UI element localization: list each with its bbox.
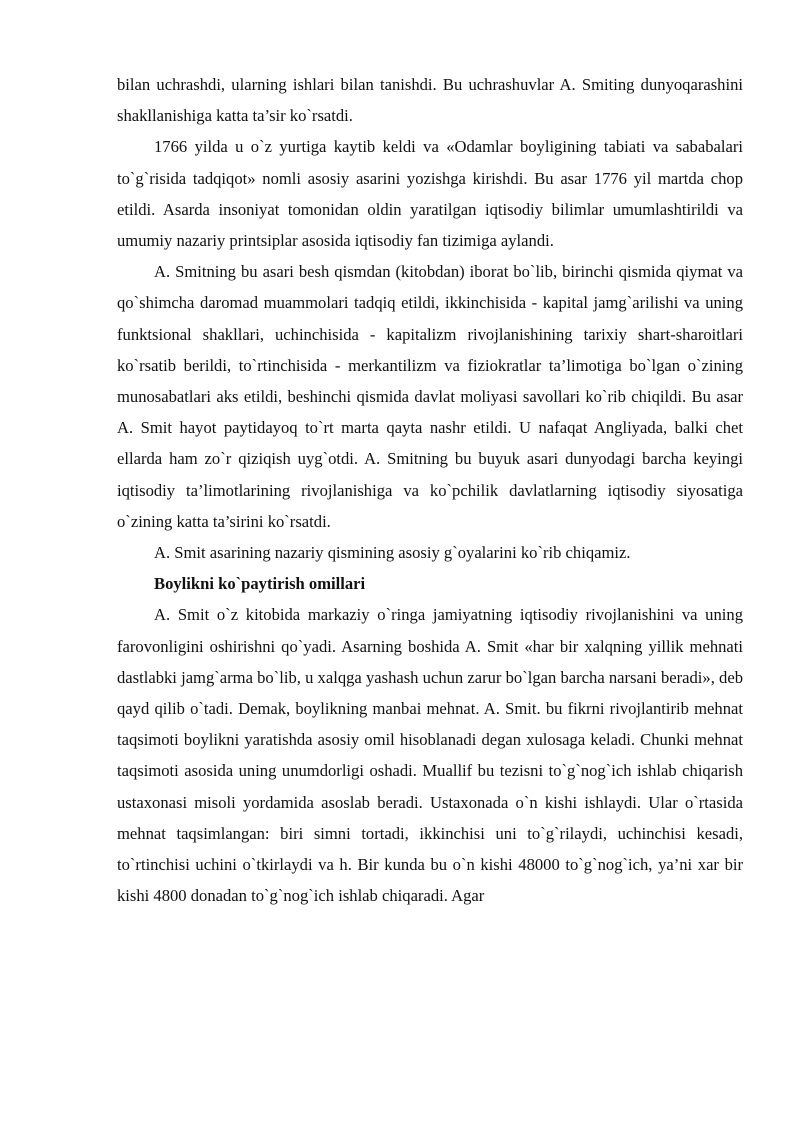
paragraph-4: A. Smit asarining nazariy qismining asosiy g`oyalarini ko`rib chiqamiz. [154, 543, 631, 563]
paragraph-3: A. Smitning bu asari besh qismdan (kitobdan) iborat bo`lib, birinchi qismida qiymat va qo`shimcha daromad muammolari tadqiq etildi, ikkinchisida - kapital jamg`arilishi va uning funktsional shakllari, uchinchisida - kapitalizm rivojlanishining tarixiy shart-sharoitlari ko`rsatib berildi, to`rtinchisida - merkantilizm va fiziokratlar ta’limotiga bo`lgan o`zining munosabatlari aks etildi, beshinchi qismida davlat moliyasi savollari ko`rib chiqildi. Bu asar A. Smit hayot paytidayoq to`rt marta qayta nashr etildi. U nafaqat Angliyada, balki chet ellarda ham zo`r qiziqish uyg`otdi. A. Smitning bu buyuk asari dunyodagi barcha keyingi iqtisodiy ta’limotlarining rivojlanishiga va ko`pchilik davlatlarning iqtisodiy siyosatiga o`zining katta ta’sirini ko`rsatdi. [117, 262, 743, 531]
paragraph-5: A. Smit o`z kitobida markaziy o`ringa jamiyatning iqtisodiy rivojlanishini va uning farovonligini oshirishni qo`yadi. Asarning boshida A. Smit «har bir xalqning yillik mehnati dastlabki jamg`arma bo`lib, u xalqga yashash uchun zarur bo`lgan barcha narsani beradi», deb qayd qilib o`tadi. Demak, boylikning manbai mehnat. A. Smit. bu fikrni rivojlantirib mehnat taqsimoti boylikni yaratishda asosiy omil hisoblanadi degan xulosaga keladi. Chunki mehnat taqsimoti asosida uning unumdorligi oshadi. Muallif bu tezisni to`g`nog`ich ishlab chiqarish ustaxonasi misoli yordamida asoslab beradi. Ustaxonada o`n kishi ishlaydi. Ular o`rtasida mehnat taqsimlangan: biri simni tortadi, ikkinchisi uni to`g`rilaydi, uchinchisi kesadi, to`rtinchisi uchini o`tkirlaydi va h. Bir kunda bu o`n kishi 48000 to`g`nog`ich, ya’ni xar bir kishi 4800 donadan to`g`nog`ich ishlab chiqaradi. Agar [117, 605, 743, 906]
section-heading: Boylikni ko`paytirish omillari [154, 574, 366, 594]
document-page [117, 69, 743, 911]
paragraph-1: bilan uchrashdi, ularning ishlari bilan tanishdi. Bu uchrashuvlar A. Smiting dunyoqarashini shakllanishiga katta ta’sir ko`rsatdi. [117, 75, 743, 126]
paragraph-2: 1766 yilda u o`z yurtiga kaytib keldi va «Odamlar boyligining tabiati va sababalari to`g`risida tadqiqot» nomli asosiy asarini yozishga kirishdi. Bu asar 1776 yil martda chop etildi. Asarda insoniyat tomonidan oldin yaratilgan iqtisodiy bilimlar umumlashtirildi va umumiy nazariy printsiplar asosida iqtisodiy fan tizimiga aylandi. [117, 137, 743, 251]
